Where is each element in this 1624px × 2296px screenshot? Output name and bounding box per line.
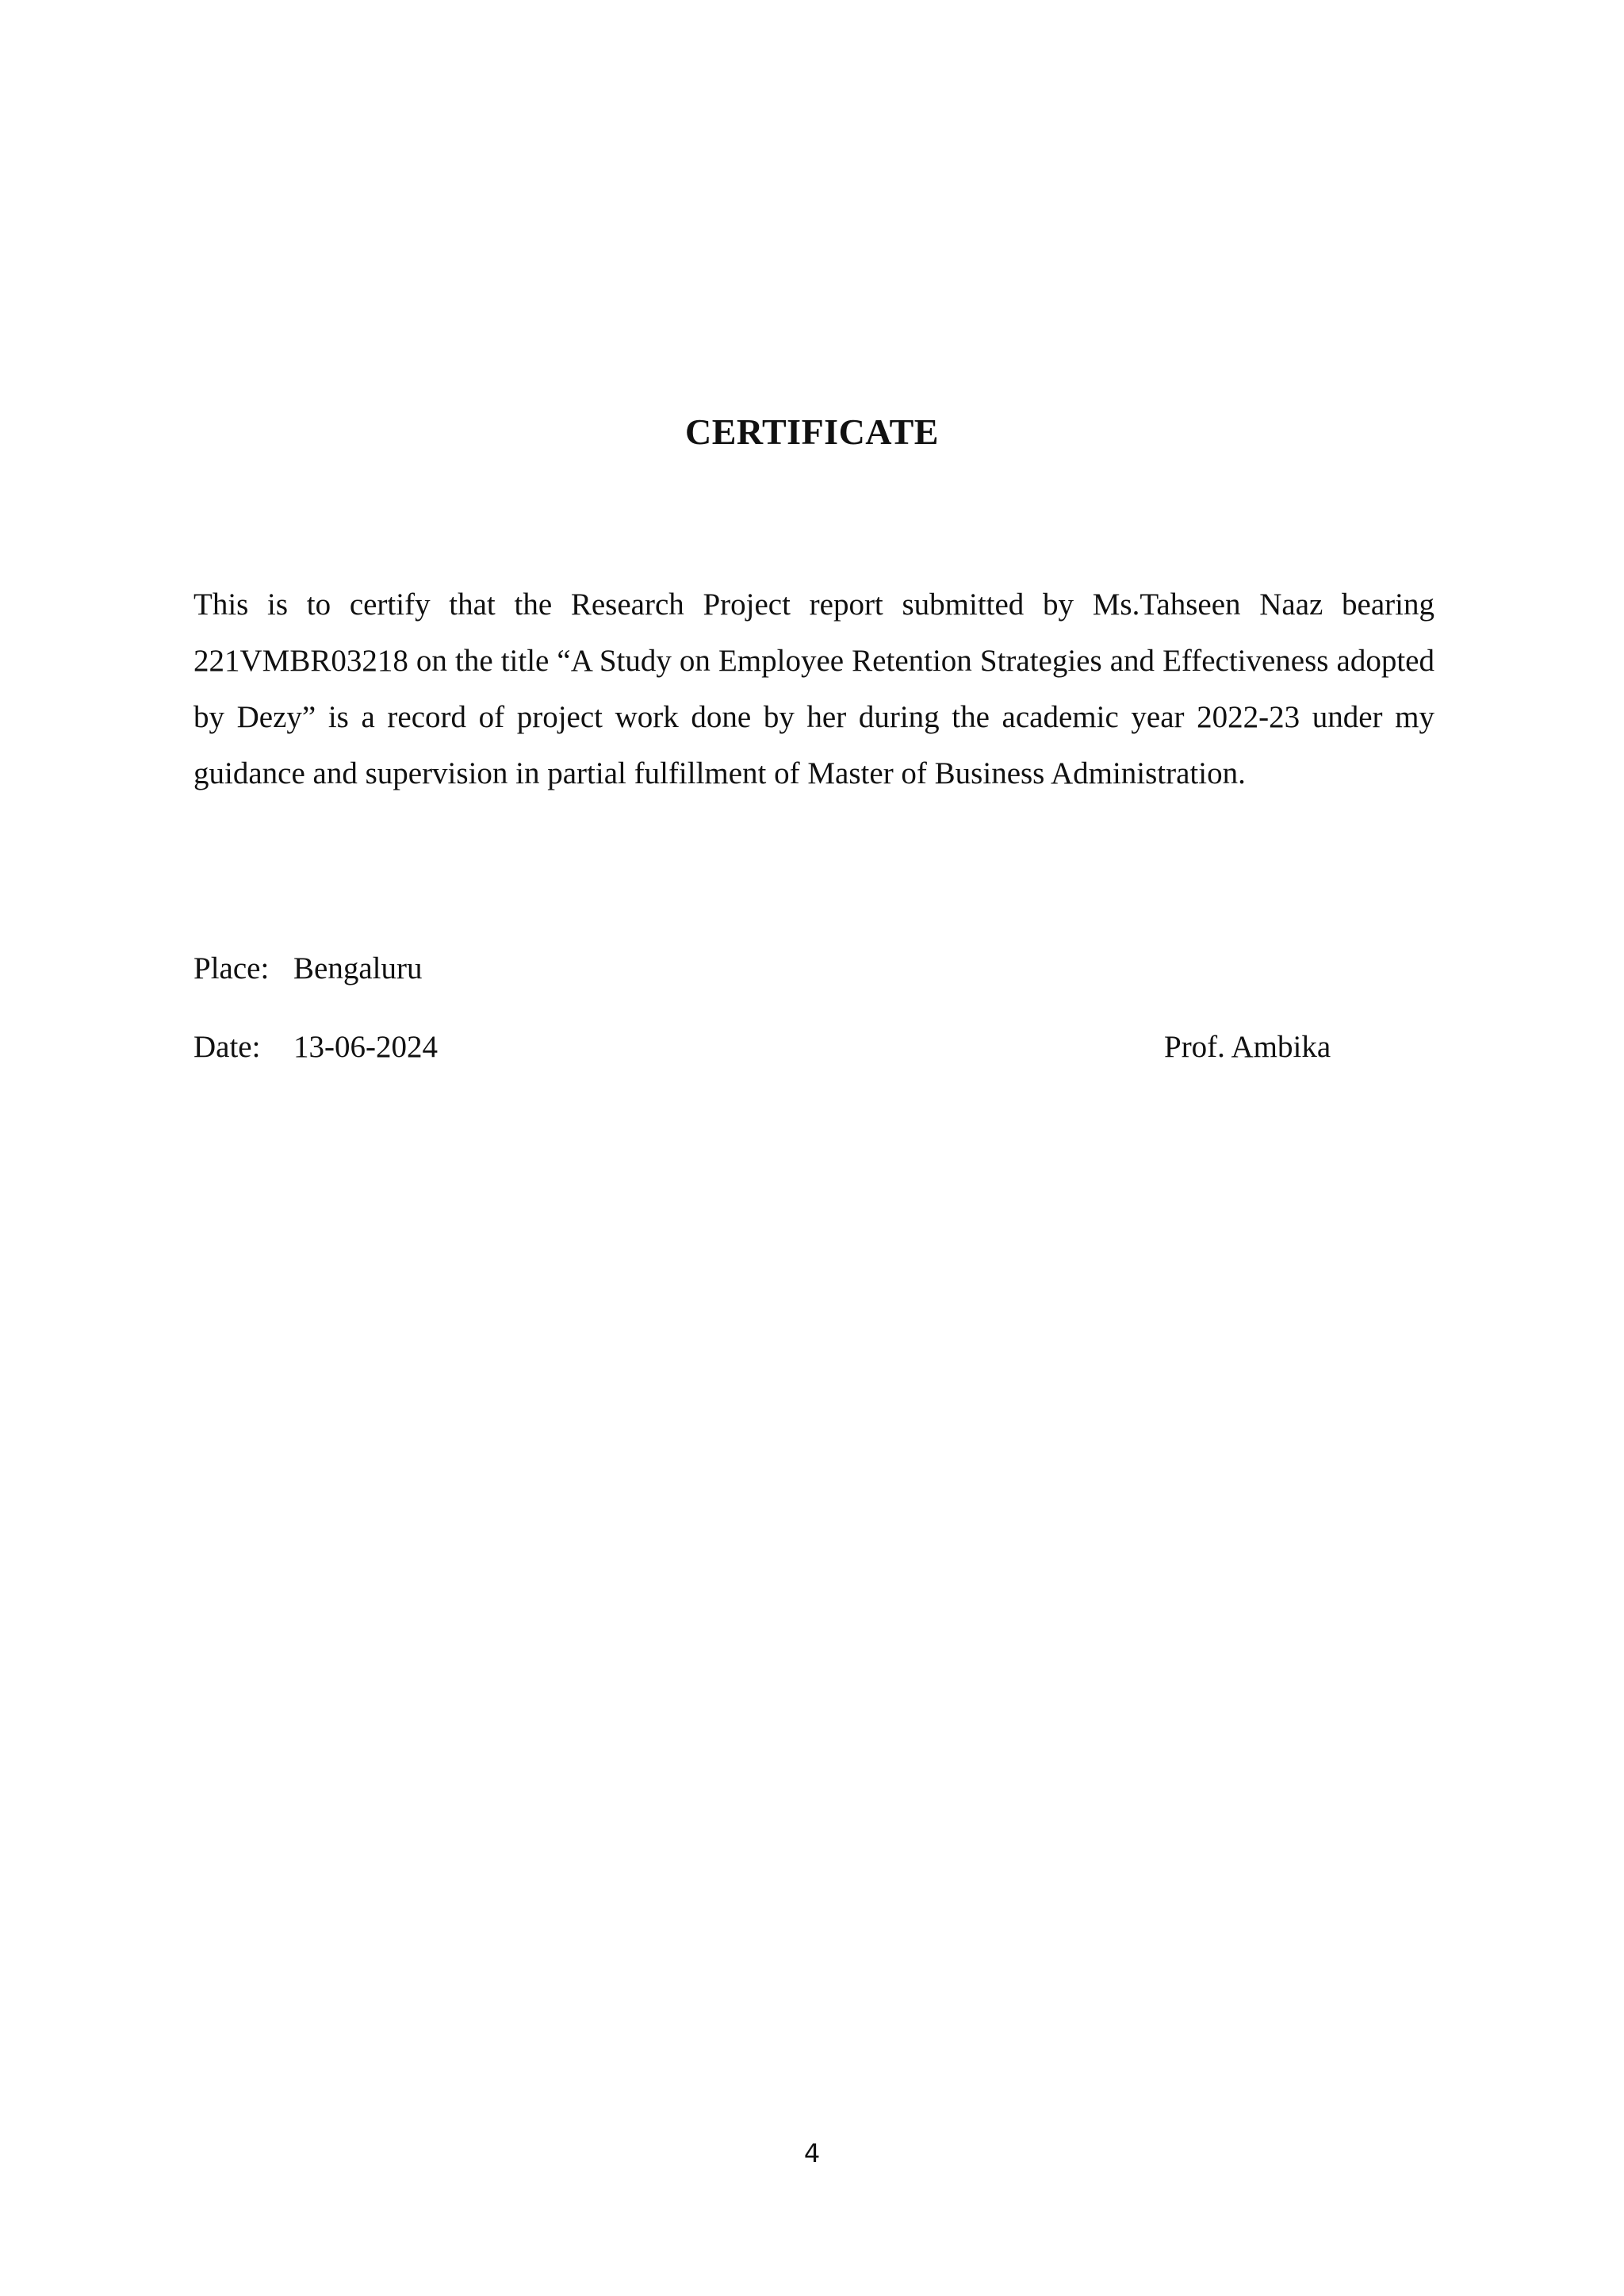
signatory-name: Prof. Ambika	[1164, 1030, 1331, 1064]
page-number: 4	[803, 2138, 821, 2168]
date-label: Date:	[193, 1030, 261, 1064]
date-value: 13-06-2024	[293, 1030, 438, 1064]
certificate-title: CERTIFICATE	[685, 411, 939, 452]
certificate-body: This is to certify that the Research Project report submitted by Ms.Tahseen Naaz bearing 221VMBR03218 on the title “A Study on Employee Retention Strategies and Effectiveness adopted by Dezy” is a record of project work done by her during the academic year 2022-23 under my guidance and supervision in partial fulfillment of Master of Business Administration.	[193, 587, 1434, 790]
date-row	[193, 1027, 438, 1067]
place-value: Bengaluru	[293, 951, 423, 985]
place-label: Place:	[193, 951, 270, 985]
place-row	[193, 949, 422, 989]
